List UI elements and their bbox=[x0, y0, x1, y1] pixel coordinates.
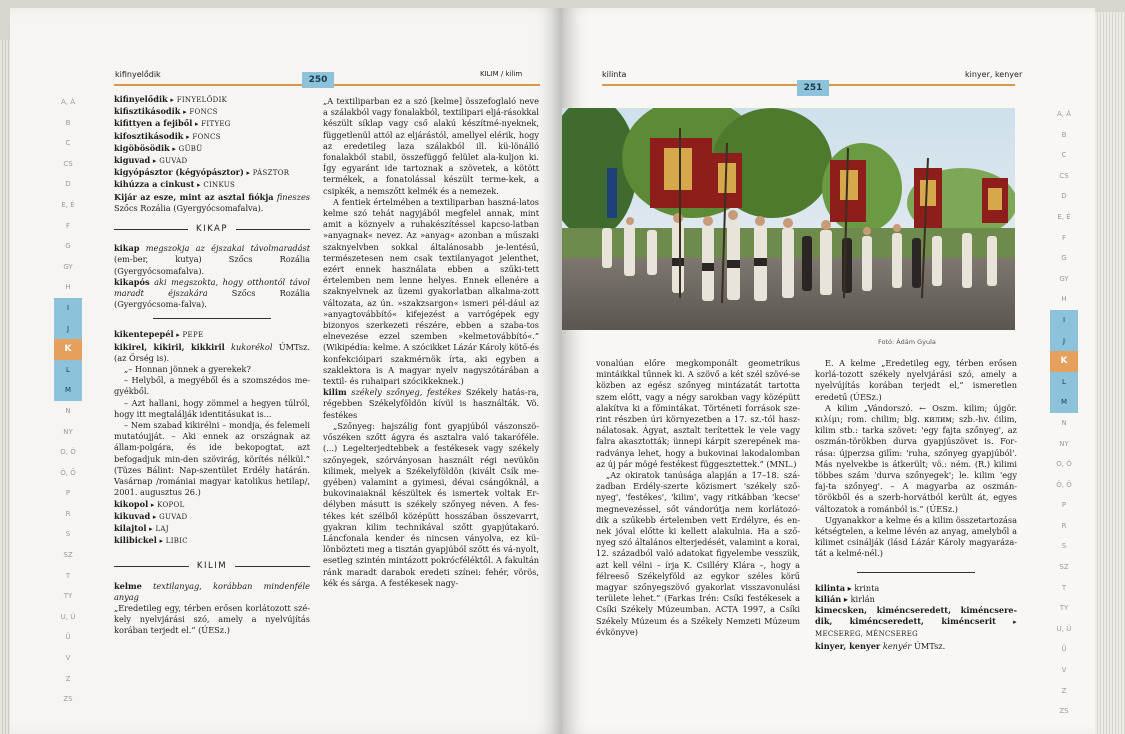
paragraph: „Szőnyeg: hajszálig font gyapjúból vászonszö-vőszéken szőtt ágyra és asztalra való takaróféle. (...) Legelterjedtebbek a festékesek vagy székely szőnyegek, szórványosan használt régi nevükön kilimek, melyek a Székelyföldön (kivált Csík me-gyében) valamint a gyimesi, dévai csángóknál, a bukovinaiaknál készültek és ismertek voltak Er-délyben másutt is székely szőnyeg néven. A fes-tékes két szélből középütt hosszában összevarrt, gyakran kilim technikával szőtt gyapjútakaró. Láncfonala kender és nincsen ványolva, ez kü-lönbözteti meg a tisztán gyapjúból szőtt és vá-nyolt, esetleg szintén mintázott pokrócféléktől. A fakultán ránk maradt darabok eredeti színei: fehér, vörös, kék és sárga. A festékesek nagy- bbox=[323, 420, 539, 588]
alphabet-tab: O, Ó bbox=[60, 448, 76, 457]
alphabet-tab: K bbox=[1050, 351, 1078, 372]
page-number: 251 bbox=[797, 80, 829, 96]
paragraph: „A textiliparban ez a szó [kelme] összefoglaló neve a szálakból vagy fonalakból, textilipari eljá-rásokkal készült síklap vagy cső alakú készítmé-nyeknek, függetlenül attól az eljárástól, amellyel elérik, hogy az eredetileg laza szálakból ill. kü-lönálló fonalakból stabil, összefüggő felület ala-kuljon ki. Így egyaránt ide tartoznak a szövetek, a kötött termékek, a fonatolással készült terme-kek, a csipkék, a nemszőtt kelmék és a nemezek. bbox=[323, 96, 539, 196]
quote-line: – Nem szabad kikirélni – mondja, és felemeli mutatóujját. – Aki ennek az országnak az állam-polgára, és ide bekopogtat, azt befogadjuk min-den szövirág, körítés nélkül.” (Tüzes Bálint: Nap-szentület Erdély határán. Vasárnap /romániai magyar katolikus hetilap/, 2001. augusztus 26.) bbox=[114, 420, 310, 498]
entry: kifosztikásodik ▸ FONCS bbox=[114, 130, 221, 141]
entry: kifisztikásodik ▸ FONCS bbox=[114, 106, 218, 117]
running-head-left: kifinyelődik bbox=[115, 70, 161, 79]
alphabet-tab: N bbox=[1061, 418, 1067, 427]
alphabet-tab: GY bbox=[63, 262, 73, 271]
entry: Kijár az esze, mint az asztal fiókja fineszes Szőcs Rozália (Gyergyócsomafalva). bbox=[114, 191, 310, 213]
alphabet-tab: B bbox=[65, 118, 71, 127]
alphabet-tab: M bbox=[1050, 392, 1078, 413]
entry-kikap: kikap megszokja az éjszakai távolmaradást (em-ber, kutya) Szőcs Rozália (Gyergyócsomafalva). bbox=[114, 243, 310, 276]
quote-line: „– Honnan jönnek a gyerekek? bbox=[124, 364, 251, 375]
entry: kigöbösödik ▸ GÜBÜ bbox=[114, 142, 203, 153]
left-page-edge bbox=[0, 40, 10, 734]
alphabet-tab: NY bbox=[63, 427, 73, 436]
paragraph: „Az okiratok tanúsága alapján a 17–18. szá-zadban Erdély-szerte közismert 'székely sző-nyeg', 'festékes', 'kilim', vagy ritkábban 'kecse' megnevezéssel, sőt vándorútja nem korlátozó-dik a szűkebb értelemben vett Erdélyre, és en-nek jóval előtte ki kellett alakulnia. Ha a sző-nyeg szó általános elterjedését, valamint a korai, 12. századból való adatokat figyelembe vesszük, azt kell vélni – írja K. Csilléry Klára –, hogy a félreeső Székelyföld az egykor széles körű magyar szőnyegszövő gyakorlat visszavonulási területe lehet.” (Farkas Irén: Csíki festékesek a Csíki Székely Múzeumban. ACTA 1997, a Csíki Székely Múzeum és a Székely Nemzeti Múzeum évkönyve) bbox=[596, 470, 800, 637]
alphabet-tab: I bbox=[54, 298, 82, 319]
paragraph: E. A kelme „Eredetileg egy, térben erősen korlá-tozott székely nyelvjárási szó, amely a nyelvújítás korában terjedt el,” ismeretlen eredetű (ÚESz.) bbox=[815, 358, 1017, 402]
paragraph: A kilim „Vándorszó. ← Oszm. kilim; újgör. κιλίμι; rom. chilim; blg. килим; szb.-hv. ćilim, kilim stb.: tarka szövet: 'egy fajta szőnyeg', az oszmán-törökben durva gyapjúszövet is. For-rása: újperzsa gilīm: 'ruha, szőnyeg gyapjúból'. Más nyelvekbe is átkerült; vö.: ném. (R.) kilimi többes szám 'durva szőnyegek'; le. kilim 'egy faj-ta szőnyeg'. – A magyarba az oszmán-törökből és a szerb-horvátból került át, egyes változatok a románból is.” (ÚESz.) bbox=[815, 402, 1017, 514]
alphabet-tab: ZS bbox=[63, 695, 73, 704]
alphabet-tab: K bbox=[54, 339, 82, 360]
page-number: 250 bbox=[302, 72, 334, 88]
alphabet-tab: U, Ú bbox=[60, 612, 76, 621]
alphabet-tab: J bbox=[54, 319, 82, 340]
alphabet-tab: G bbox=[65, 242, 71, 251]
alphabet-tab: U, Ú bbox=[1056, 624, 1072, 633]
alphabet-tab: P bbox=[65, 489, 71, 498]
alphabet-tab: Ö, Ő bbox=[60, 468, 76, 477]
left-column-1 bbox=[114, 94, 310, 637]
alphabet-tab: D bbox=[1061, 192, 1067, 201]
alphabet-tab: Ü bbox=[65, 633, 71, 642]
alphabet-tab: T bbox=[1061, 583, 1067, 592]
entry: kigyópásztor (kégyópásztor) ▸ PÁSZTOR bbox=[114, 167, 290, 178]
entry: kimecsken, kiméncseredett, kiméncsere-dik, kiméncseredett, kiméncserit ▸ MECSEREG, MÉNCSEREG bbox=[815, 605, 1017, 639]
entry: kikentepepél ▸ PEPE bbox=[114, 329, 204, 340]
quote-line: – Azt hallani, hogy zömmel a hegyen túlról, hogy itt megtalálják identitásukat is... bbox=[114, 397, 310, 419]
running-head-left: kilinta bbox=[602, 70, 627, 79]
alphabet-tab: M bbox=[54, 380, 82, 401]
entry-kilim: kilim székely szőnyeg, festékes Székely hatás-ra, régebben Székelyföldön kívül is használták. Vö. festékes bbox=[323, 387, 539, 420]
alphabet-index-right bbox=[1050, 104, 1078, 722]
alphabet-tab: D bbox=[65, 180, 71, 189]
alphabet-tab: E, É bbox=[1057, 212, 1071, 221]
alphabet-tab: G bbox=[1061, 254, 1067, 263]
alphabet-tab: SZ bbox=[63, 551, 73, 560]
alphabet-tab: GY bbox=[1059, 274, 1069, 283]
entry: kilibickel ▸ LIBIC bbox=[114, 535, 188, 546]
alphabet-tab: H bbox=[1061, 295, 1067, 304]
paragraph: A fentiek értelmében a textiliparban haszná-latos kelme szó tehát nagyjából megfelel annak, mint amit a köznyelv a ruhakészítéssel kapcso-latban »anyagnak« nevez. Az »anyag« azonban a műszaki szaknyelvben sokkal általánosabb je-lentésű, természetesen nem csak textilanyagot jelenthet, ezért ennek használata ebben a szűki-tett értelemben nem lenne helyes. Ennek ellenére a szaknyelvnek az üzemi gyakorlatban alkalma-zott változata, az ún. »szakzsargon« ismeri pél-dául az »anyagtovábbító« kifejezést a varrógépek egy bizonyos szerkezeti részére, ebben a szaba-tos elnevezése ezzel szemben »kelmetovábbító«.” (Wikipédia: kelme. A szócikket Lázár Károly kötő-és konfekcióipari szakmérnök írta, aki egyben a szaklektora is A magyar nyelv nagyszótárában a textil- és ruhaipari szócikkeknek.) bbox=[323, 196, 539, 387]
quote-line: – Helyből, a megyéből és a szomszédos me-gyékből. bbox=[114, 375, 310, 397]
alphabet-tab: S bbox=[65, 530, 71, 539]
alphabet-tab: J bbox=[1050, 331, 1078, 352]
divider bbox=[857, 572, 975, 573]
alphabet-tab: E, É bbox=[61, 200, 75, 209]
alphabet-tab: SZ bbox=[1059, 563, 1069, 572]
left-column-2 bbox=[323, 96, 539, 589]
paragraph: vonalúan előre megkomponált geometrikus mintáikkal tűnnek ki. A szövő a két szél szövé-se közben az egész szőnyeg mintázatát tartotta szem előtt, vagy a négy sarokban vagy középütt alakítva ki a főmintákat. Történeti források sze-rint részben úri környezetben a 17. sz.-tól hasz-nálatosak. Ágyat, asztalt terítettek le vele vagy falra akasztották; ünnepi kárpit szerepének ma-radványa lehet, hogy a bukovinai lakodalomban az új pár mögé festékest függesztettek.” (MNL.) bbox=[596, 358, 800, 469]
alphabet-tab: T bbox=[65, 571, 71, 580]
entry: kinyer, kenyer kenyér ÚMTsz. bbox=[815, 640, 946, 651]
paragraph: Ugyanakkor a kelme és a kilim összetartozása kétségtelen, a kelme lévén az anyag, amelyből a kilimet csinálják (lásd Lázár Károly magyaráza-tát a kelmé-nél.) bbox=[815, 514, 1017, 559]
alphabet-tab: Ö, Ő bbox=[1056, 480, 1072, 489]
alphabet-tab: L bbox=[1050, 372, 1078, 393]
right-column-1 bbox=[596, 358, 800, 638]
alphabet-tab: S bbox=[1061, 542, 1067, 551]
photo-caption: Fotó: Ádám Gyula bbox=[878, 338, 936, 346]
alphabet-tab: H bbox=[65, 283, 71, 292]
alphabet-tab: A, Á bbox=[60, 98, 76, 106]
quote: „Eredetileg egy, térben erősen korlátozott szé-kely nyelvjárási szó, amely a nyelvújítás korában terjedt el.” (ÚESz.) bbox=[114, 602, 310, 636]
alphabet-tab: R bbox=[1061, 521, 1067, 530]
right-page-edge bbox=[1095, 12, 1125, 734]
alphabet-tab: NY bbox=[1059, 439, 1069, 448]
alphabet-index-left bbox=[54, 92, 82, 710]
entry-kikirel: kikirel, kikiril, kikkiril kukorékol ÚMTsz. (az Őrség is). bbox=[114, 341, 310, 363]
alphabet-tab: F bbox=[65, 221, 71, 230]
alphabet-tab: A, Á bbox=[1056, 110, 1072, 118]
divider bbox=[153, 318, 271, 319]
alphabet-tab: I bbox=[1050, 310, 1078, 331]
left-page bbox=[10, 8, 562, 734]
entry: kiguvad ▸ GUVAD bbox=[114, 155, 188, 166]
alphabet-tab: L bbox=[54, 360, 82, 381]
alphabet-tab: Z bbox=[1061, 686, 1067, 695]
entry: kikuvad ▸ GUVAD bbox=[114, 510, 188, 521]
alphabet-tab: CS bbox=[63, 159, 73, 168]
running-head-right: KILIM / kilim bbox=[480, 70, 523, 78]
alphabet-tab: B bbox=[1061, 130, 1067, 139]
alphabet-tab: C bbox=[1061, 151, 1067, 160]
procession-illustration bbox=[562, 108, 1015, 330]
entry: kilinta ▸ krinta bbox=[815, 582, 880, 593]
right-page bbox=[562, 8, 1095, 734]
entry: kilajtol ▸ LAJ bbox=[114, 522, 169, 533]
right-column-2 bbox=[815, 358, 1017, 652]
alphabet-tab: N bbox=[65, 406, 71, 415]
alphabet-tab: R bbox=[65, 509, 71, 518]
entry: kifittyen a fejiből ▸ FITYEG bbox=[114, 118, 231, 129]
alphabet-tab: ZS bbox=[1059, 707, 1069, 716]
alphabet-tab: O, Ó bbox=[1056, 460, 1072, 469]
entry: kifinyelődik ▸ FINYELŐDIK bbox=[114, 94, 228, 104]
alphabet-tab: P bbox=[1061, 501, 1067, 510]
alphabet-tab: CS bbox=[1059, 171, 1069, 180]
alphabet-tab: TY bbox=[63, 592, 73, 601]
running-head-right: kinyer, kenyer bbox=[965, 70, 1023, 79]
entry-kikapos: kikapós aki megszokta, hogy otthontól távol maradt éjszakára Szőcs Rozália (Gyergyócsoma-falva). bbox=[114, 276, 310, 310]
section-divider-kilim: KILIM bbox=[114, 561, 310, 572]
entry: kilián ▸ kirlán bbox=[815, 593, 875, 604]
section-divider-kikap: KIKAP bbox=[114, 224, 310, 235]
alphabet-tab: V bbox=[1061, 666, 1067, 675]
alphabet-tab: Ü bbox=[1061, 645, 1067, 654]
entry-kelme: kelme textilanyag, korábban mindenféle anyag bbox=[114, 580, 310, 602]
procession-photo bbox=[562, 108, 1015, 330]
alphabet-tab: F bbox=[1061, 233, 1067, 242]
alphabet-tab: V bbox=[65, 654, 71, 663]
entry: kihúzza a cinkust ▸ CINKUS bbox=[114, 179, 236, 190]
entry: kikopol ▸ KOPOL bbox=[114, 498, 185, 509]
alphabet-tab: C bbox=[65, 139, 71, 148]
alphabet-tab: Z bbox=[65, 674, 71, 683]
alphabet-tab: TY bbox=[1059, 604, 1069, 613]
